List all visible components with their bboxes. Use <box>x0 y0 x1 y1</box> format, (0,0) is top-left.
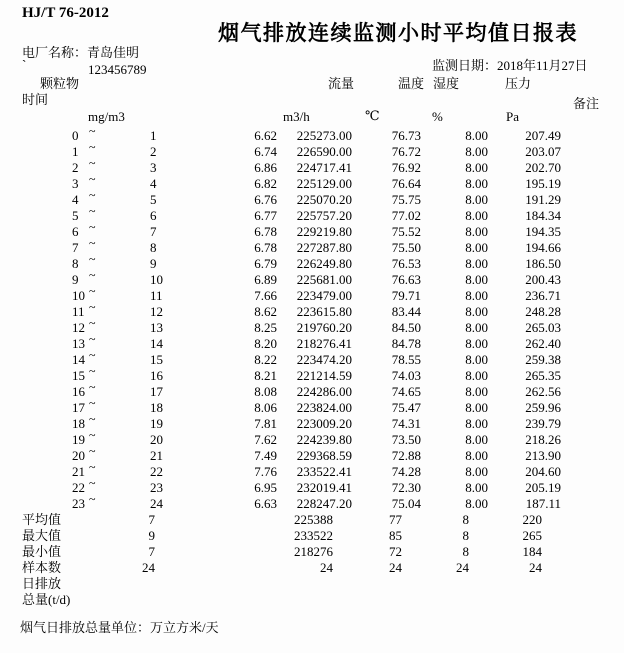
hour-start: 10 <box>72 288 85 303</box>
hour-start: 11 <box>72 304 85 319</box>
cell-flow: 219760.20 <box>296 320 352 335</box>
summary-row <box>0 576 624 592</box>
summary-row <box>0 592 624 608</box>
hour-start: 18 <box>72 416 85 431</box>
cell-particulate: 8.20 <box>254 336 277 351</box>
summary-temperature: 72 <box>389 544 402 559</box>
cell-particulate: 7.76 <box>254 464 277 479</box>
cell-particulate: 8.22 <box>254 352 277 367</box>
cell-particulate: 6.82 <box>254 176 277 191</box>
tilde-separator: ~ <box>89 364 96 378</box>
cell-flow: 225757.20 <box>296 208 352 223</box>
hour-end: 9 <box>150 256 157 271</box>
cell-humidity: 8.00 <box>465 224 488 239</box>
summary-row <box>0 560 624 576</box>
summary-particulate: 7 <box>148 512 155 527</box>
hour-end: 15 <box>150 352 163 367</box>
cell-humidity: 8.00 <box>465 272 488 287</box>
summary-humidity: 24 <box>456 560 469 575</box>
unit-humidity: % <box>432 109 443 124</box>
summary-pressure: 265 <box>522 528 542 543</box>
summary-row <box>0 512 624 528</box>
cell-humidity: 8.00 <box>465 336 488 351</box>
hour-start: 5 <box>72 208 79 223</box>
cell-flow: 223479.00 <box>296 288 352 303</box>
cell-humidity: 8.00 <box>465 384 488 399</box>
cell-pressure: 207.49 <box>525 128 561 143</box>
cell-particulate: 6.86 <box>254 160 277 175</box>
hour-end: 13 <box>150 320 163 335</box>
cell-temperature: 72.88 <box>391 448 421 463</box>
summary-particulate: 7 <box>148 544 155 559</box>
summary-label: 总量(t/d) <box>22 592 71 607</box>
hour-end: 2 <box>150 144 157 159</box>
hour-end: 3 <box>150 160 157 175</box>
summary-humidity: 8 <box>462 544 469 559</box>
tilde-separator: ~ <box>89 204 96 218</box>
column-header-time: 时间 <box>22 92 49 107</box>
tilde-separator: ~ <box>89 412 96 426</box>
cell-flow: 223009.20 <box>296 416 352 431</box>
tilde-separator: ~ <box>89 252 96 266</box>
hour-end: 7 <box>150 224 157 239</box>
cell-temperature: 75.04 <box>391 496 421 511</box>
hour-end: 4 <box>150 176 157 191</box>
hour-start: 7 <box>72 240 79 255</box>
cell-flow: 226249.80 <box>296 256 352 271</box>
cell-humidity: 8.00 <box>465 240 488 255</box>
cell-temperature: 76.53 <box>391 256 421 271</box>
summary-particulate: 9 <box>148 528 155 543</box>
hour-end: 14 <box>150 336 163 351</box>
cell-particulate: 6.89 <box>254 272 277 287</box>
summary-temperature: 85 <box>389 528 402 543</box>
cell-pressure: 195.19 <box>525 176 561 191</box>
summary-flow: 225388 <box>294 512 333 527</box>
summary-label: 样本数 <box>22 560 62 575</box>
cell-pressure: 239.79 <box>525 416 561 431</box>
cell-pressure: 259.38 <box>525 352 561 367</box>
cell-pressure: 265.35 <box>525 368 561 383</box>
summary-temperature: 77 <box>389 512 402 527</box>
cell-temperature: 74.28 <box>391 464 421 479</box>
cell-particulate: 7.81 <box>254 416 277 431</box>
unit-temperature: ℃ <box>365 108 380 123</box>
cell-humidity: 8.00 <box>465 256 488 271</box>
cell-pressure: 259.96 <box>525 400 561 415</box>
cell-temperature: 76.63 <box>391 272 421 287</box>
plant-code: 123456789 <box>88 62 147 77</box>
summary-label: 最大值 <box>22 528 62 543</box>
tilde-separator: ~ <box>89 332 96 346</box>
cell-temperature: 84.50 <box>391 320 421 335</box>
cell-temperature: 76.73 <box>391 128 421 143</box>
unit-particulate: mg/m3 <box>88 109 125 124</box>
cell-particulate: 6.62 <box>254 128 277 143</box>
cell-temperature: 83.44 <box>391 304 421 319</box>
summary-pressure: 24 <box>529 560 542 575</box>
cell-particulate: 7.66 <box>254 288 277 303</box>
tilde-separator: ~ <box>89 172 96 186</box>
cell-temperature: 75.75 <box>391 192 421 207</box>
cell-particulate: 7.62 <box>254 432 277 447</box>
cell-flow: 218276.41 <box>296 336 352 351</box>
tilde-separator: ~ <box>89 460 96 474</box>
tilde-separator: ~ <box>89 380 96 394</box>
hour-end: 6 <box>150 208 157 223</box>
summary-label: 最小值 <box>22 544 62 559</box>
hour-start: 2 <box>72 160 79 175</box>
tilde-separator: ~ <box>89 348 96 362</box>
hour-end: 21 <box>150 448 163 463</box>
cell-temperature: 74.65 <box>391 384 421 399</box>
hour-end: 8 <box>150 240 157 255</box>
cell-particulate: 6.77 <box>254 208 277 223</box>
standard-code: HJ/T 76-2012 <box>22 5 109 21</box>
cell-humidity: 8.00 <box>465 480 488 495</box>
hour-start: 4 <box>72 192 79 207</box>
cell-flow: 225129.00 <box>296 176 352 191</box>
cell-particulate: 6.76 <box>254 192 277 207</box>
cell-temperature: 75.47 <box>391 400 421 415</box>
tilde-separator: ~ <box>89 236 96 250</box>
summary-label: 日排放 <box>22 576 62 591</box>
cell-temperature: 79.71 <box>391 288 421 303</box>
summary-humidity: 8 <box>462 512 469 527</box>
cell-flow: 223615.80 <box>296 304 352 319</box>
cell-humidity: 8.00 <box>465 432 488 447</box>
cell-pressure: 205.19 <box>525 480 561 495</box>
summary-temperature: 24 <box>389 560 402 575</box>
column-header-flow: 流量 <box>328 76 355 91</box>
cell-humidity: 8.00 <box>465 208 488 223</box>
cell-flow: 221214.59 <box>296 368 352 383</box>
tilde-separator: ~ <box>89 476 96 490</box>
cell-pressure: 236.71 <box>525 288 561 303</box>
footer-note: 烟气日排放总量单位：万立方米/天 <box>20 620 219 635</box>
cell-pressure: 262.56 <box>525 384 561 399</box>
hour-start: 19 <box>72 432 85 447</box>
cell-humidity: 8.00 <box>465 288 488 303</box>
cell-temperature: 75.50 <box>391 240 421 255</box>
table-row <box>0 492 624 512</box>
cell-flow: 225070.20 <box>296 192 352 207</box>
cell-particulate: 8.62 <box>254 304 277 319</box>
cell-flow: 232019.41 <box>296 480 352 495</box>
cell-humidity: 8.00 <box>465 192 488 207</box>
tilde-separator: ~ <box>89 492 96 506</box>
cell-temperature: 76.64 <box>391 176 421 191</box>
summary-humidity: 8 <box>462 528 469 543</box>
tilde-separator: ~ <box>89 220 96 234</box>
cell-temperature: 73.50 <box>391 432 421 447</box>
cell-humidity: 8.00 <box>465 464 488 479</box>
hour-start: 15 <box>72 368 85 383</box>
summary-pressure: 220 <box>522 512 542 527</box>
unit-flow: m3/h <box>283 109 310 124</box>
cell-particulate: 6.95 <box>254 480 277 495</box>
hour-start: 20 <box>72 448 85 463</box>
cell-particulate: 6.78 <box>254 240 277 255</box>
cell-flow: 233522.41 <box>296 464 352 479</box>
cell-flow: 228247.20 <box>296 496 352 511</box>
hour-end: 18 <box>150 400 163 415</box>
cell-humidity: 8.00 <box>465 320 488 335</box>
cell-particulate: 8.25 <box>254 320 277 335</box>
hour-end: 5 <box>150 192 157 207</box>
cell-particulate: 6.74 <box>254 144 277 159</box>
cell-temperature: 74.31 <box>391 416 421 431</box>
cell-temperature: 72.30 <box>391 480 421 495</box>
hour-start: 22 <box>72 480 85 495</box>
cell-pressure: 204.60 <box>525 464 561 479</box>
cell-flow: 227287.80 <box>296 240 352 255</box>
tilde-separator: ~ <box>89 428 96 442</box>
cell-pressure: 203.07 <box>525 144 561 159</box>
hour-end: 10 <box>150 272 163 287</box>
column-header-particulate: 颗粒物 <box>40 76 80 91</box>
cell-flow: 224286.00 <box>296 384 352 399</box>
cell-flow: 226590.00 <box>296 144 352 159</box>
column-header-pressure: 压力 <box>505 76 532 91</box>
cell-humidity: 8.00 <box>465 352 488 367</box>
hour-end: 1 <box>150 128 157 143</box>
summary-row <box>0 528 624 544</box>
tilde-separator: ~ <box>89 140 96 154</box>
cell-humidity: 8.00 <box>465 144 488 159</box>
column-header-humidity: 湿度 <box>433 76 460 91</box>
hour-start: 16 <box>72 384 85 399</box>
summary-pressure: 184 <box>522 544 542 559</box>
tilde-separator: ~ <box>89 300 96 314</box>
cell-particulate: 6.79 <box>254 256 277 271</box>
cell-flow: 223474.20 <box>296 352 352 367</box>
hour-end: 23 <box>150 480 163 495</box>
cell-pressure: 191.29 <box>525 192 561 207</box>
cell-pressure: 202.70 <box>525 160 561 175</box>
hour-end: 22 <box>150 464 163 479</box>
cell-humidity: 8.00 <box>465 304 488 319</box>
hour-start: 9 <box>72 272 79 287</box>
hour-start: 23 <box>72 496 85 511</box>
cell-humidity: 8.00 <box>465 416 488 431</box>
unit-pressure: Pa <box>506 109 519 124</box>
stray-tick-mark: ` <box>22 57 27 72</box>
cell-particulate: 8.08 <box>254 384 277 399</box>
summary-label: 平均值 <box>22 512 62 527</box>
column-header-temperature: 温度 <box>398 76 425 91</box>
report-title: 烟气排放连续监测小时平均值日报表 <box>218 21 578 45</box>
cell-pressure: 194.66 <box>525 240 561 255</box>
cell-humidity: 8.00 <box>465 128 488 143</box>
summary-flow: 233522 <box>294 528 333 543</box>
cell-particulate: 7.49 <box>254 448 277 463</box>
hour-start: 12 <box>72 320 85 335</box>
tilde-separator: ~ <box>89 268 96 282</box>
cell-particulate: 8.21 <box>254 368 277 383</box>
hour-start: 3 <box>72 176 79 191</box>
cell-temperature: 76.92 <box>391 160 421 175</box>
cell-pressure: 187.11 <box>525 496 561 511</box>
cell-pressure: 186.50 <box>525 256 561 271</box>
tilde-separator: ~ <box>89 188 96 202</box>
cell-humidity: 8.00 <box>465 160 488 175</box>
cell-particulate: 6.63 <box>254 496 277 511</box>
tilde-separator: ~ <box>89 444 96 458</box>
cell-temperature: 76.72 <box>391 144 421 159</box>
tilde-separator: ~ <box>89 124 96 138</box>
hour-end: 24 <box>150 496 163 511</box>
hour-end: 19 <box>150 416 163 431</box>
summary-row <box>0 544 624 560</box>
hour-end: 12 <box>150 304 163 319</box>
column-header-remark: 备注 <box>573 96 600 111</box>
cell-humidity: 8.00 <box>465 368 488 383</box>
cell-flow: 223824.00 <box>296 400 352 415</box>
tilde-separator: ~ <box>89 316 96 330</box>
hour-start: 1 <box>72 144 79 159</box>
cell-particulate: 6.78 <box>254 224 277 239</box>
summary-flow: 24 <box>320 560 333 575</box>
hour-end: 20 <box>150 432 163 447</box>
hour-start: 0 <box>72 128 79 143</box>
tilde-separator: ~ <box>89 284 96 298</box>
hour-start: 17 <box>72 400 85 415</box>
cell-pressure: 248.28 <box>525 304 561 319</box>
hour-start: 6 <box>72 224 79 239</box>
tilde-separator: ~ <box>89 156 96 170</box>
hour-start: 8 <box>72 256 79 271</box>
cell-temperature: 77.02 <box>391 208 421 223</box>
hour-end: 11 <box>150 288 163 303</box>
cell-flow: 229219.80 <box>296 224 352 239</box>
hour-start: 21 <box>72 464 85 479</box>
hour-end: 17 <box>150 384 163 399</box>
summary-particulate: 24 <box>142 560 155 575</box>
cell-flow: 225273.00 <box>296 128 352 143</box>
cell-temperature: 78.55 <box>391 352 421 367</box>
hour-start: 13 <box>72 336 85 351</box>
hour-end: 16 <box>150 368 163 383</box>
cell-temperature: 74.03 <box>391 368 421 383</box>
cell-particulate: 8.06 <box>254 400 277 415</box>
cell-pressure: 218.26 <box>525 432 561 447</box>
cell-pressure: 265.03 <box>525 320 561 335</box>
tilde-separator: ~ <box>89 396 96 410</box>
cell-flow: 225681.00 <box>296 272 352 287</box>
cell-pressure: 200.43 <box>525 272 561 287</box>
cell-humidity: 8.00 <box>465 400 488 415</box>
cell-humidity: 8.00 <box>465 176 488 191</box>
cell-flow: 224717.41 <box>296 160 352 175</box>
cell-humidity: 8.00 <box>465 496 488 511</box>
hour-start: 14 <box>72 352 85 367</box>
cell-temperature: 75.52 <box>391 224 421 239</box>
cell-humidity: 8.00 <box>465 448 488 463</box>
summary-flow: 218276 <box>294 544 333 559</box>
monitoring-date-label: 监测日期：2018年11月27日 <box>432 58 588 73</box>
cell-flow: 224239.80 <box>296 432 352 447</box>
cell-pressure: 184.34 <box>525 208 561 223</box>
cell-temperature: 84.78 <box>391 336 421 351</box>
cell-flow: 229368.59 <box>296 448 352 463</box>
plant-name-label: 电厂名称：青岛佳明 <box>22 45 140 60</box>
cell-pressure: 213.90 <box>525 448 561 463</box>
cell-pressure: 194.35 <box>525 224 561 239</box>
cell-pressure: 262.40 <box>525 336 561 351</box>
